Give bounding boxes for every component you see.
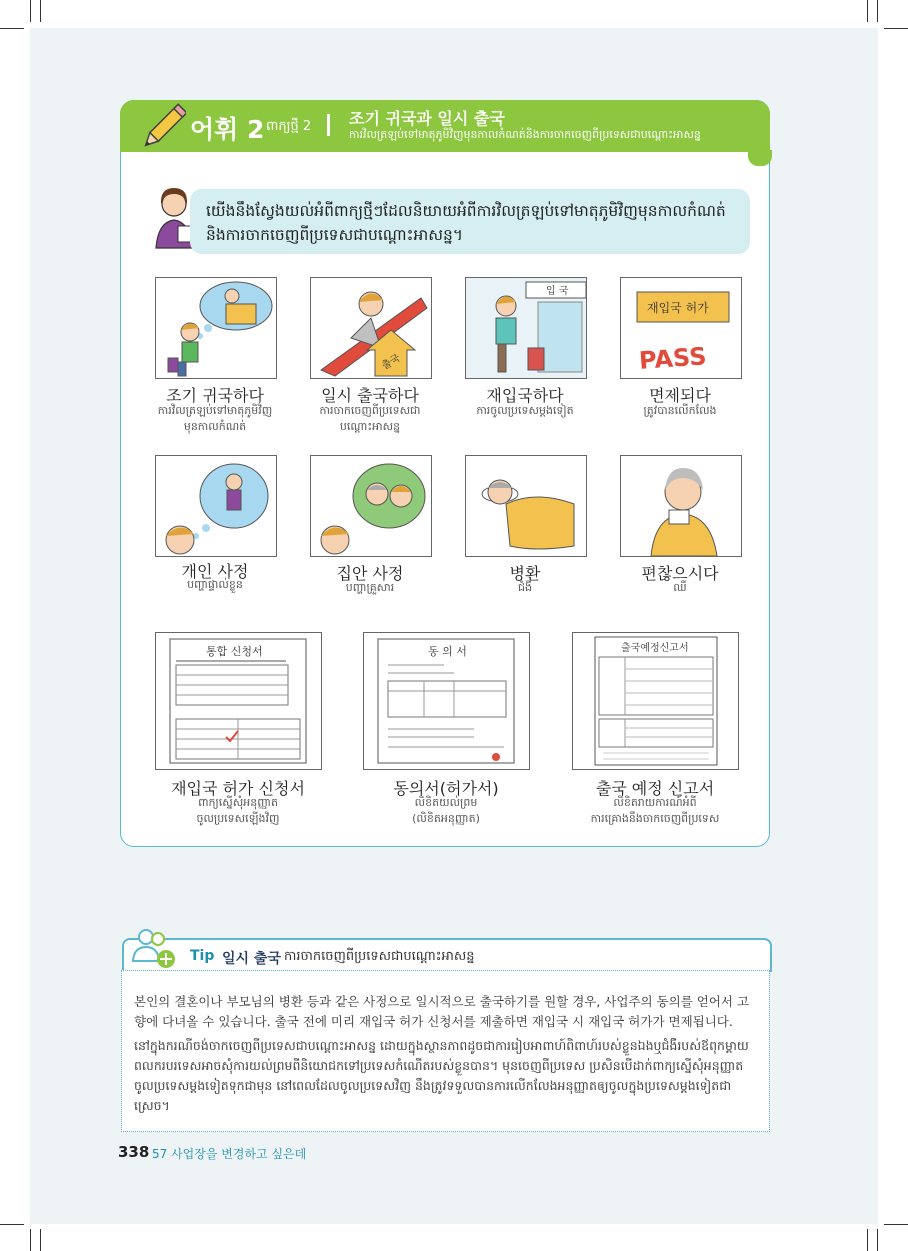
crop-mark [877, 1229, 878, 1251]
crop-mark [867, 0, 868, 22]
intro-line-1: យើងនឹងស្វែងយល់អំពីពាក្យថ្មីៗដែលនិយាយអំពីការវិលត្រឡប់ទៅមាតុភូមិវិញមុនកាលកំណត់ [206, 202, 726, 220]
vocab-word-11: 출국 예정 신고서 [595, 779, 715, 798]
section-subtitle: ការវិលត្រឡប់ទៅមាតុភូមិវិញមុនកាលកំណត់និងការចាកចេញពីប្រទេសជាបណ្តោះអាសន្ន [349, 128, 701, 141]
vocab-meaning-11-line1: លិខិតរាយការណ៍អំពី [613, 796, 697, 809]
picture-unwell [620, 455, 742, 557]
sign-permit: 재입국 허가 [647, 301, 709, 315]
crop-mark [884, 1224, 908, 1225]
vocab-meaning-1-line1: ការវិលត្រឡប់ទៅមាតុភូមិវិញ [157, 404, 273, 417]
intro-text [206, 199, 736, 247]
crop-mark [867, 1229, 868, 1251]
vocab-word-4: 면제되다 [649, 386, 711, 405]
vocab-word-3: 재입국하다 [486, 386, 564, 405]
vocab-meaning-2-line1: ការចាកចេញពីប្រទេសជា [319, 404, 421, 417]
form-title: 통합 신청서 [206, 645, 263, 658]
picture-early-return [155, 277, 277, 379]
vocab-meaning-1 [145, 403, 285, 435]
picture-reentry [465, 277, 587, 379]
tip-word: 일시 출국 [222, 951, 281, 967]
vocab-meaning-9-line1: ពាក្យស្នើសុំអនុញ្ញាត [198, 796, 278, 809]
vocab-word-7: 병환 [509, 564, 541, 583]
vocab-meaning-9-line2: ចូលប្រទេសឡើងវិញ [196, 812, 280, 825]
vocab-word-8: 편찮으시다 [641, 564, 719, 583]
section-title: 조기 귀국과 일시 출국 [349, 109, 505, 128]
vocab-meaning-6: បញ្ហាគ្រួសារ [345, 581, 395, 594]
tip-label: Tip [190, 948, 215, 964]
crop-mark [877, 0, 878, 22]
vocab-word-5: 개인 사정 [181, 562, 249, 581]
tip-khmer-text: នៅក្នុងករណីចង់ចាកចេញពីប្រទេសជាបណ្តោះអាសន្ន ដោយក្នុងស្ថានភាពដូចជាការរៀបអាពាហ៍ពិពាហ៍របស់ខ្លួនឯងឬជំងឺរបស់ឪពុកម្តាយ ពលករបរទេសអាចសុំការយល់ព្រមពីនិយោជកទៅប្រទេសកំណើតរបស់ខ្លួនបាន។ មុនចេញពីប្រទេស ប្រសិនបើដាក់ពាក្យស្នើសុំអនុញ្ញាតចូលប្រទេសម្តងទៀតទុកជាមុន នៅពេលដែលចូលប្រទេសវិញ នឹងត្រូវទទួលបានការលើកលែងអនុញ្ញាតឲ្យចូលក្នុងប្រទេសម្តងទៀតជាស្រេច។ [134, 1038, 749, 1113]
report-title: 출국예정신고서 [621, 643, 689, 654]
vocab-meaning-7: ជំងឺ [518, 581, 532, 594]
vocab-meaning-10-line2: (លិខិតអនុញ្ញាត) [412, 812, 480, 825]
header-divider [327, 114, 330, 136]
crop-mark [884, 28, 908, 29]
vocab-meaning-5: បញ្ហាផ្ទាល់ខ្លួន [187, 578, 243, 591]
sign-ipguk: 입 국 [546, 286, 569, 297]
vocab-word-1: 조기 귀국하다 [166, 386, 264, 405]
vocab-meaning-11 [560, 795, 750, 827]
lesson-label: 어휘 2 [190, 115, 265, 144]
intro-line-2: និងការចាកចេញពីប្រទេសជាបណ្តោះអាសន្ន។ [206, 226, 464, 244]
vocab-meaning-11-line2: ការគ្រោងនឹងចាកចេញពីប្រទេស [590, 812, 720, 825]
picture-reentry-application [155, 632, 322, 770]
vocab-meaning-8: ឈឺ [673, 581, 687, 594]
picture-illness [465, 455, 587, 557]
picture-consent-form [363, 632, 530, 770]
stamp-pass: PASS [638, 342, 708, 375]
picture-personal-matter [155, 455, 277, 557]
crop-mark [40, 0, 41, 22]
vocab-word-9: 재입국 허가 신청서 [171, 779, 305, 798]
vocab-meaning-1-line2: មុនកាលកំណត់ [183, 420, 247, 433]
vocab-meaning-10 [356, 795, 536, 827]
lesson-label-km: ពាក្យថ្មី 2 [266, 119, 312, 134]
tip-meaning: ការចាកចេញពីប្រទេសជាបណ្តោះអាសន្ន [284, 949, 475, 964]
vocab-word-10: 동의서(허가서) [393, 779, 499, 798]
vocab-word-2: 일시 출국하다 [321, 386, 419, 405]
vocab-meaning-10-line1: លិខិតយល់ព្រម [414, 796, 478, 809]
picture-exempted [620, 277, 742, 379]
crop-mark [0, 28, 24, 29]
picture-departure-report [572, 632, 739, 770]
page-number: 338 [118, 1143, 150, 1161]
vocab-meaning-9 [148, 795, 328, 827]
crop-mark [0, 1224, 24, 1225]
consent-title: 동 의 서 [428, 645, 467, 658]
crop-mark [40, 1229, 41, 1251]
arrow-label: 출국 [380, 352, 403, 373]
crop-mark [30, 1229, 31, 1251]
vocab-word-6: 집안 사정 [336, 564, 404, 583]
vocab-meaning-3: ការចូលប្រទេសម្តងទៀត [476, 404, 574, 417]
picture-family-matter [310, 455, 432, 557]
crop-mark [30, 0, 31, 22]
picture-temporary-departure [310, 277, 432, 379]
pencil-icon [142, 103, 186, 151]
people-plus-icon [128, 925, 180, 971]
vocab-meaning-2-line2: បណ្តោះអាសន្ន [339, 420, 401, 433]
vocab-meaning-2 [300, 403, 440, 435]
tip-korean-text: 본인의 결혼이나 부모님의 병환 등과 같은 사정으로 일시적으로 출국하기를 원할 경우, 사업주의 동의를 얻어서 고향에 다녀올 수 있습니다. 출국 전에 미리 재입국 허가 신청서를 제출하면 재입국 시 재입국 허가가 면제됩니다. [134, 994, 750, 1029]
chapter-title: 57 사업장을 변경하고 싶은데 [152, 1147, 307, 1161]
vocab-meaning-4: ត្រូវបានលើកលែង [643, 404, 717, 417]
